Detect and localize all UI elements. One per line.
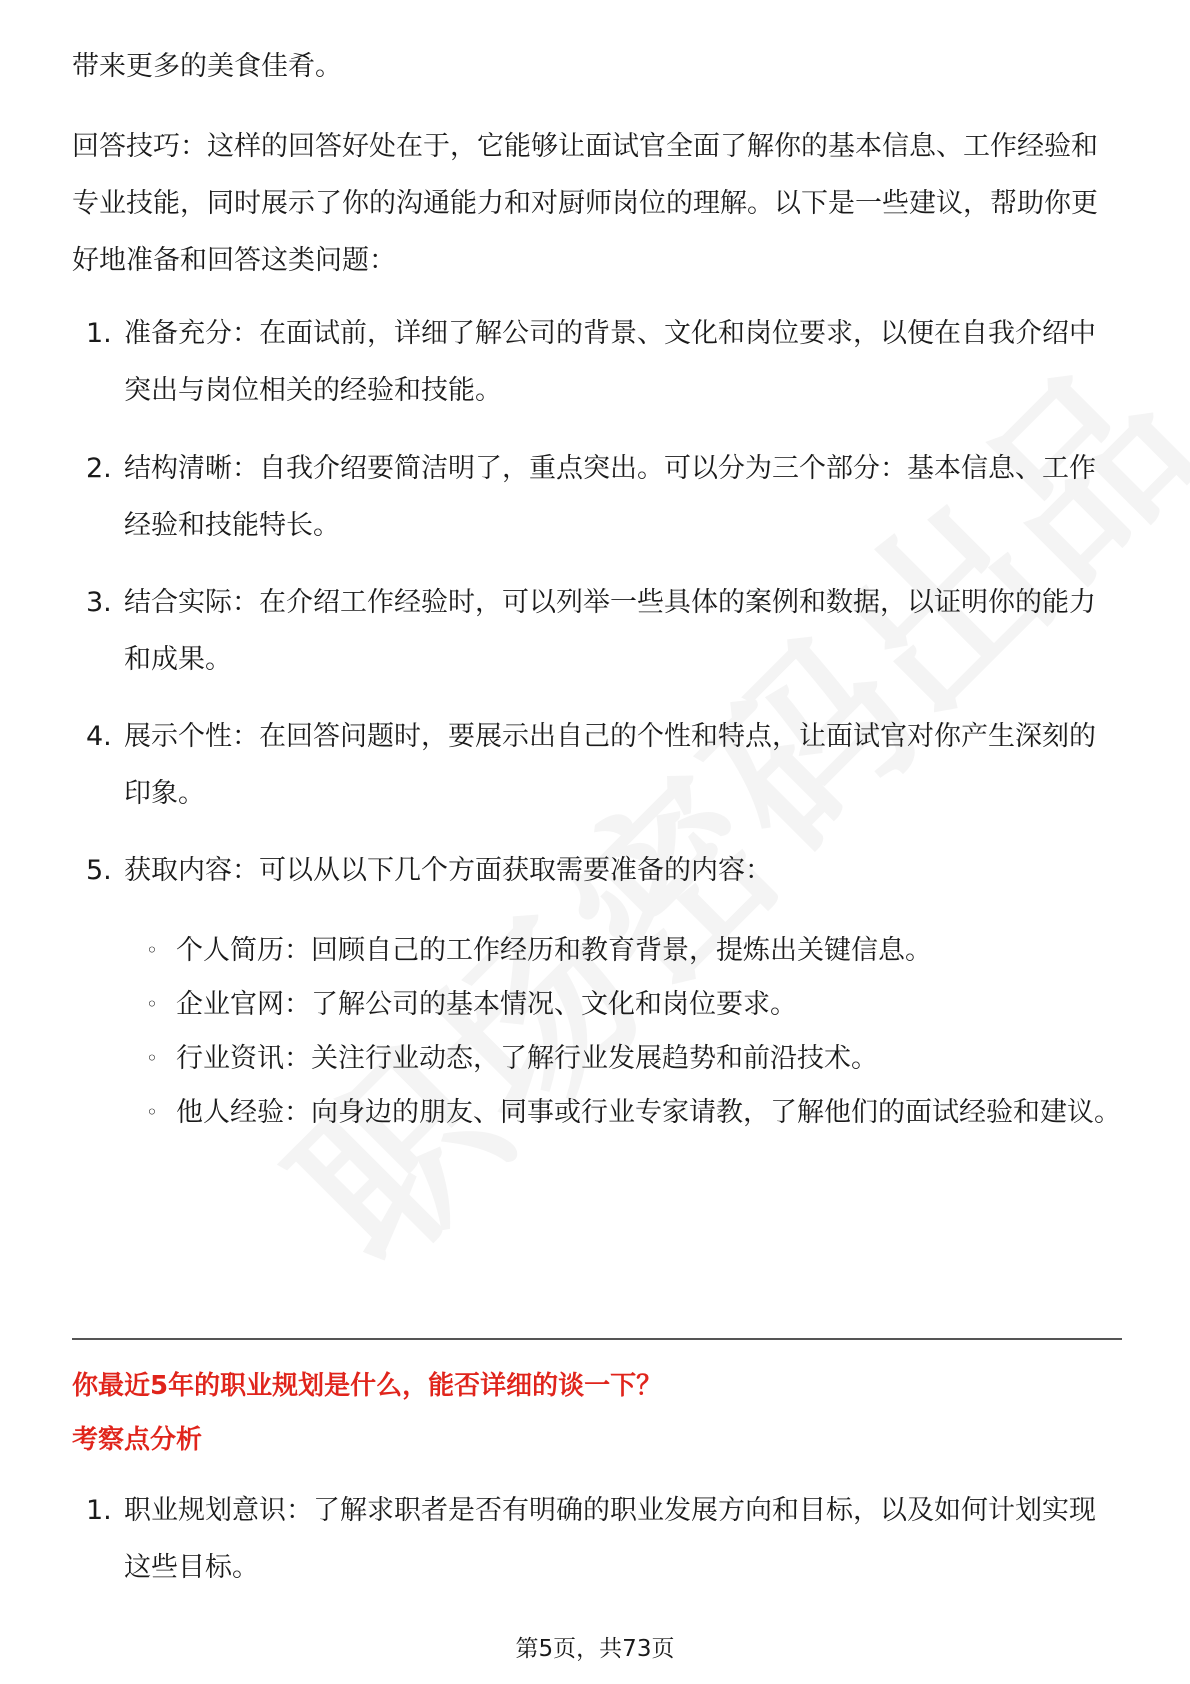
list-text: 结构清晰：自我介绍要简洁明了，重点突出。可以分为三个部分：基本信息、工作经验和技能特长。 [124, 453, 1096, 541]
list-text: 展示个性：在回答问题时，要展示出自己的个性和特点，让面试官对你产生深刻的印象。 [124, 721, 1096, 809]
bullet-text: 他人经验：向身边的朋友、同事或行业专家请教，了解他们的面试经验和建议。 [176, 1097, 1121, 1128]
list-item [72, 574, 1122, 688]
tips-paragraph: 回答技巧：这样的回答好处在于，它能够让面试官全面了解你的基本信息、工作经验和专业技能，同时展示了你的沟通能力和对厨师岗位的理解。以下是一些建议，帮助你更好地准备和回答这类问题： [72, 131, 1098, 276]
list-number: 5. [86, 855, 112, 886]
list-text: 获取内容：可以从以下几个方面获取需要准备的内容： [124, 855, 772, 886]
list-item [72, 708, 1122, 822]
page-number-footer: 第5页，共73页 [515, 1636, 675, 1662]
bullet-item [72, 976, 1122, 1033]
bullet-icon: ◦ [146, 1046, 158, 1070]
list-item [72, 1482, 1122, 1596]
list-text: 职业规划意识：了解求职者是否有明确的职业发展方向和目标，以及如何计划实现这些目标。 [124, 1495, 1096, 1583]
analysis-heading: 考察点分析 [72, 1425, 203, 1455]
bullet-icon: ◦ [146, 992, 158, 1016]
list-item [72, 842, 1122, 899]
bullet-text: 个人简历：回顾自己的工作经历和教育背景，提炼出关键信息。 [176, 935, 932, 966]
list-number: 2. [86, 453, 112, 484]
list-item [72, 305, 1122, 419]
bullet-item [72, 922, 1122, 979]
list-item [72, 440, 1122, 554]
list-number: 4. [86, 721, 112, 752]
list-text: 准备充分：在面试前，详细了解公司的背景、文化和岗位要求，以便在自我介绍中突出与岗位相关的经验和技能。 [124, 318, 1096, 406]
list-text: 结合实际：在介绍工作经验时，可以列举一些具体的案例和数据，以证明你的能力和成果。 [124, 587, 1096, 675]
bullet-icon: ◦ [146, 1100, 158, 1124]
list-number: 1. [86, 1495, 112, 1526]
section-divider [72, 1338, 1122, 1340]
intro-tail-text: 带来更多的美食佳肴。 [72, 51, 342, 82]
question-heading: 你最近5年的职业规划是什么，能否详细的谈一下？ [72, 1371, 663, 1401]
list-number: 1. [86, 318, 112, 349]
bullet-text: 行业资讯：关注行业动态，了解行业发展趋势和前沿技术。 [176, 1043, 878, 1074]
bullet-item [72, 1030, 1122, 1087]
bullet-text: 企业官网：了解公司的基本情况、文化和岗位要求。 [176, 989, 797, 1020]
list-number: 3. [86, 587, 112, 618]
bullet-item [72, 1084, 1122, 1141]
bullet-icon: ◦ [146, 938, 158, 962]
